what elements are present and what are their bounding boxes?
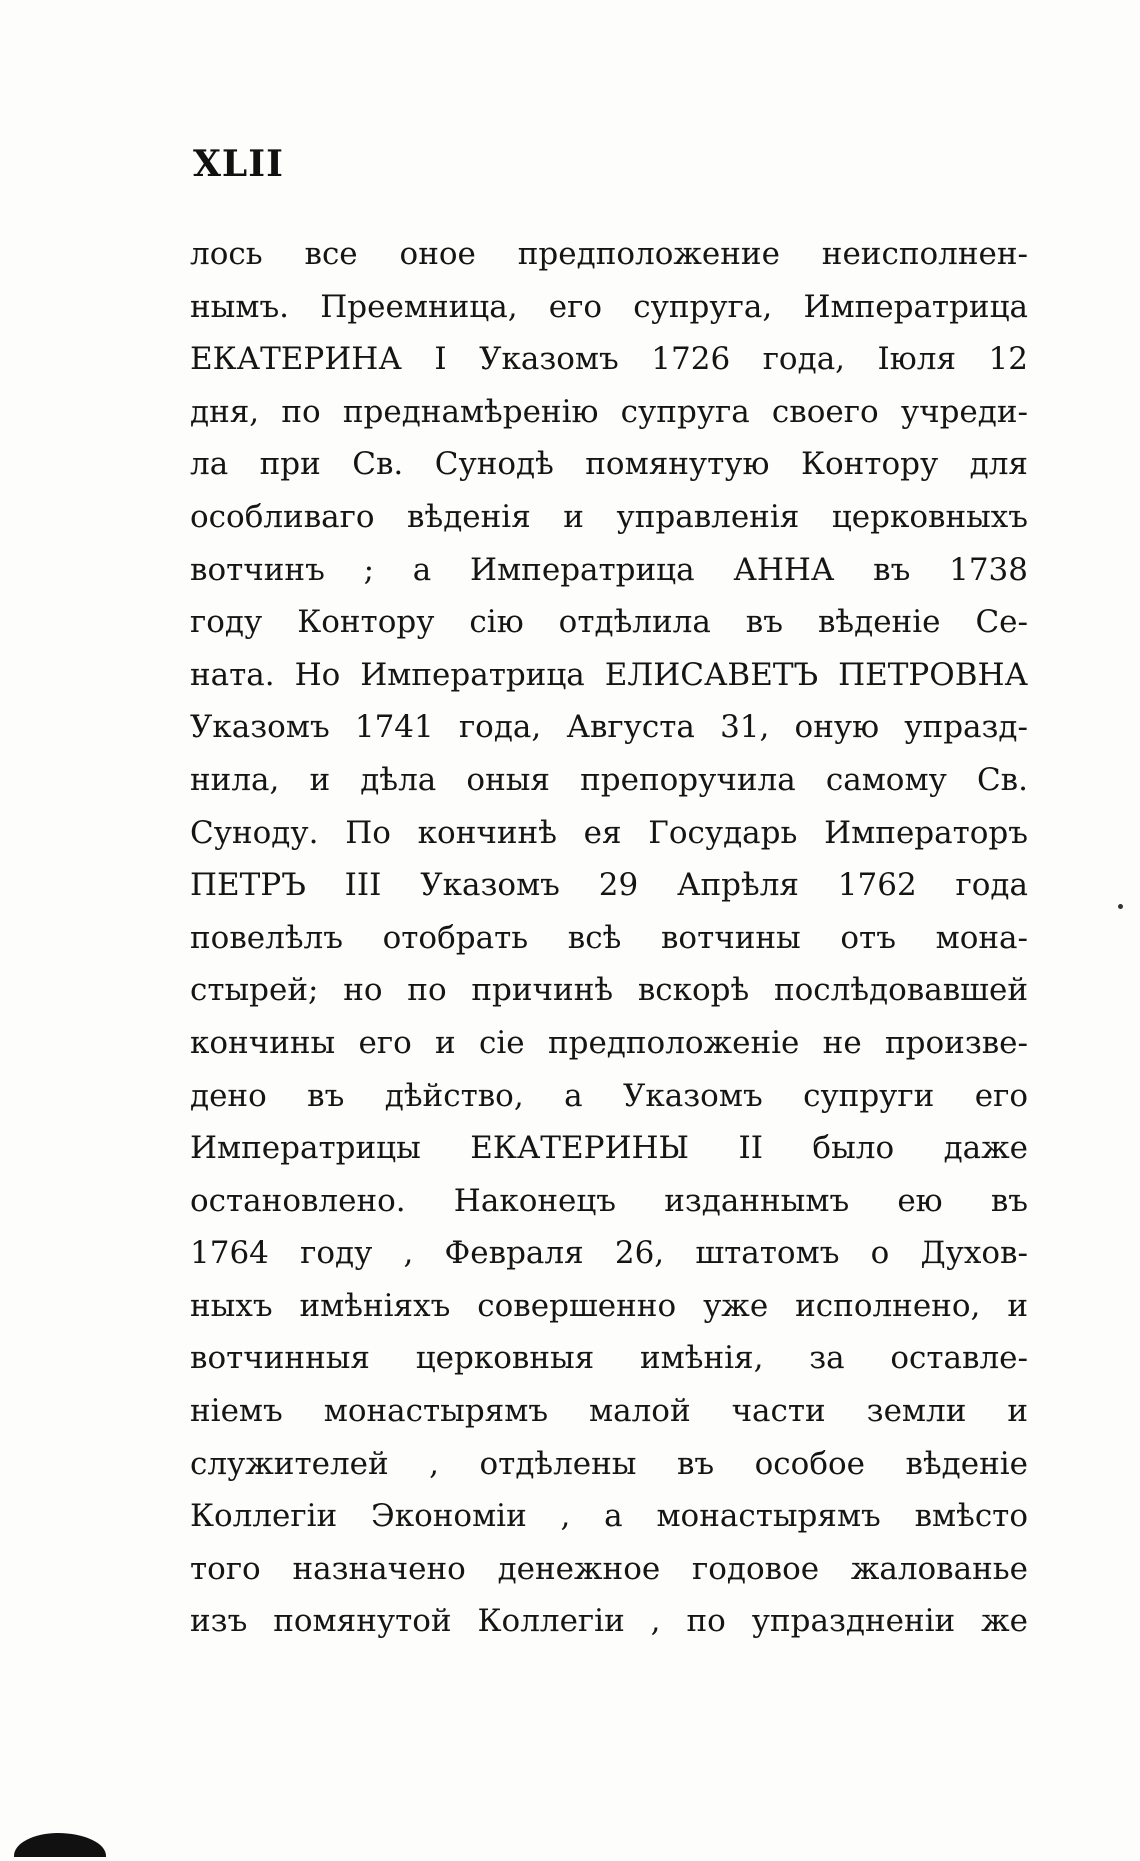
text-line-13: ПЕТРЪ III Указомъ 29 Апрѣля 1762 года [190, 867, 1028, 904]
ink-speck [1118, 904, 1123, 909]
text-line-1: лось все оное предположение неисполнен- [190, 236, 1028, 272]
text-line-26: того назначено денежное годовое жалованье [190, 1550, 1028, 1587]
text-line-12: Суноду. По кончинѣ ея Государь Императоръ [190, 814, 1028, 851]
text-line-25: Коллегіи Экономіи , а монастырямъ вмѣсто [190, 1498, 1028, 1535]
page-number: XLII [193, 143, 284, 185]
text-line-10: Указомъ 1741 года, Августа 31, оную упразд- [190, 709, 1028, 746]
text-line-2: нымъ. Преемница, его супруга, Императрица [190, 288, 1028, 325]
text-line-20: 1764 году , Февраля 26, штатомъ о Духов- [190, 1235, 1028, 1272]
text-line-11: нила, и дѣла оныя препоручила самому Св. [190, 761, 1028, 798]
text-line-22: вотчинныя церковныя имѣнія, за оставле- [190, 1340, 1028, 1377]
text-line-16: кончины его и сіе предположеніе не произве- [190, 1024, 1028, 1061]
text-line-27: изъ помянутой Коллегіи , по упраздненіи же [190, 1603, 1028, 1640]
text-line-5: ла при Св. Сунодѣ помянутую Контору для [190, 446, 1028, 483]
text-line-24: служителей , отдѣлены въ особое вѣденіе [190, 1445, 1028, 1482]
ink-blot-mark [14, 1833, 106, 1857]
text-line-23: ніемъ монастырямъ малой части земли и [190, 1393, 1028, 1430]
body-text [190, 228, 1028, 1648]
text-line-9: ната. Но Императрица ЕЛИСАВЕТЪ ПЕТРОВНА [190, 656, 1028, 693]
text-line-18: Императрицы ЕКАТЕРИНЫ II было даже [190, 1130, 1028, 1167]
text-line-14: повелѣлъ отобрать всѣ вотчины отъ мона- [190, 919, 1028, 956]
text-line-17: дено въ дѣйство, а Указомъ супруги его [190, 1077, 1028, 1114]
text-line-19: остановлено. Наконецъ изданнымъ ею въ [190, 1182, 1028, 1219]
text-line-21: ныхъ имѣніяхъ совершенно уже исполнено, и [190, 1287, 1028, 1324]
text-line-4: дня, по преднамѣренію супруга своего учреди- [190, 393, 1028, 430]
text-line-8: году Контору сію отдѣлила въ вѣденіе Се- [190, 604, 1028, 641]
text-line-15: стырей; но по причинѣ вскорѣ послѣдовавшей [190, 972, 1028, 1009]
text-line-6: особливаго вѣденія и управленія церковныхъ [190, 498, 1028, 535]
text-line-3: ЕКАТЕРИНА I Указомъ 1726 года, Іюля 12 [190, 341, 1028, 378]
text-line-7: вотчинъ ; а Императрица АННА въ 1738 [190, 551, 1028, 588]
